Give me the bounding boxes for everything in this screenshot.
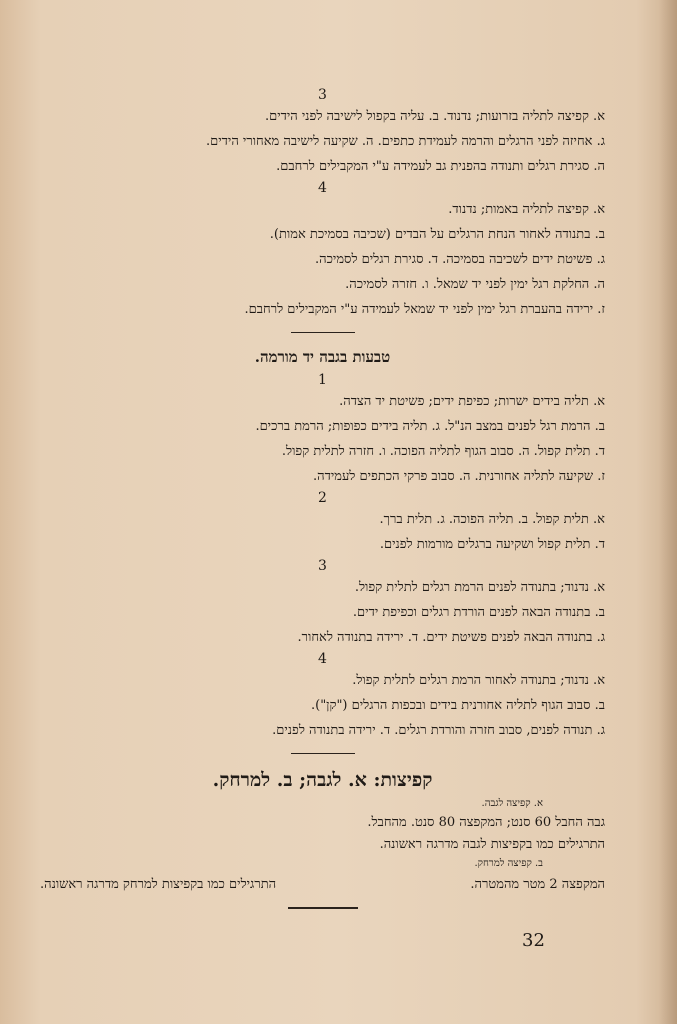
page-content	[40, 86, 605, 919]
page-number: 32	[522, 930, 545, 951]
section-number: 2	[318, 490, 327, 506]
end-divider	[288, 907, 358, 909]
exercise-line: ג. תנודה לפנים, סבוב חזרה והורדת רגלים. ד. ירידה בתנודה לפנים.	[272, 723, 605, 738]
subsection-caption: א. קפיצה לגבה.	[481, 798, 543, 809]
section-number: 3	[318, 87, 327, 103]
exercise-line: ב. בתנודה הבאה לפנים הורדת רגלים וכפיפת ידים.	[352, 605, 605, 620]
exercise-line: ב. סבוב הגוף לתליה אחורנית בידים ובכפות הרגלים ("קן").	[310, 698, 605, 713]
exercise-line: ג. בתנודה הבאה לפנים פשיטת ידים. ד. ירידה בתנודה לאחור.	[297, 630, 605, 645]
exercise-line: ז. שקיעה לתליה אחורנית. ה. סבוב פרקי הכתפים לעמידה.	[312, 469, 605, 484]
page-spine-shadow	[659, 0, 677, 1024]
exercise-line: גבה החבל 60 סנט; המקפצה 80 סנט. מהחבל.	[367, 815, 605, 830]
exercise-line: ב. הרמת רגל לפנים במצב הנ"ל. ג. תליה בידים כפופות; הרמת ברכים.	[255, 419, 605, 434]
exercise-line-split	[40, 872, 605, 897]
exercise-line: א. קפיצה לתליה בזרועות; נדנוד. ב. עליה בקפול לישיבה לפני הידים.	[264, 109, 605, 124]
exercise-line: התרגילים כמו בקפיצות לגבה מדרגה ראשונה.	[379, 837, 605, 852]
exercise-line: ג. פשיטת ידים לשכיבה בסמיכה. ד. סגירת רגלים לסמיכה.	[314, 252, 605, 267]
section-divider	[291, 753, 355, 754]
section-number: 3	[318, 558, 327, 574]
section-number: 4	[318, 180, 327, 196]
section-heading: טבעות בגבה יד מורמה.	[254, 348, 391, 366]
exercise-line: ה. החלקת רגל ימין לפני יד שמאל. ו. חזרה לסמיכה.	[345, 277, 605, 292]
exercise-line: א. תלית קפול. ב. תליה הפוכה. ג. תלית ברך.	[379, 512, 605, 527]
exercise-line: ד. תלית קפול. ה. סבוב הגוף לתליה הפוכה. ו. חזרה לתלית קפול.	[281, 444, 605, 459]
section-divider	[291, 332, 355, 333]
exercise-line: ד. תלית קפול ושקיעה ברגלים מורמות לפנים.	[379, 537, 605, 552]
exercise-line: ז. ירידה בהעברת רגל ימין לפני יד שמאל לעמידה ע"י המקבילים לרחבם.	[244, 302, 605, 317]
exercise-line: ג. אחיזה לפני הרגלים והרמה לעמידת כתפים. ה. שקיעה לישיבה מאחורי הידים.	[206, 134, 605, 149]
exercise-line: א. נדנוד; בתנודה לפנים הרמת רגלים לתלית קפול.	[354, 580, 605, 595]
exercise-line-right: המקפצה 2 מטר מהמטרה.	[470, 877, 605, 892]
section-heading: קפיצות: א. לגבה; ב. למרחק.	[212, 769, 433, 791]
exercise-line: ב. בתנודה לאחור הנחת הרגלים על הבדים (שכיבה בסמיכת אמות).	[269, 227, 605, 242]
exercise-line-left: התרגילים כמו בקפיצות למרחק מדרגה ראשונה.	[40, 877, 277, 892]
section-number: 4	[318, 651, 327, 667]
subsection-caption: ב. קפיצה למרחק.	[474, 858, 543, 869]
exercise-line: א. נדנוד; בתנודה לאחור הרמת רגלים לתלית קפול.	[352, 673, 605, 688]
exercise-line: א. תליה בידים ישרות; כפיפת ידים; פשיטת יד הצדה.	[339, 394, 605, 409]
exercise-line: ה. סגירת רגלים ותנודה בהפנית גב לעמידה ע"י המקבילים לרחבם.	[276, 159, 605, 174]
exercise-line: א. קפיצה לתליה באמות; נדנוד.	[448, 202, 605, 217]
section-number: 1	[318, 372, 327, 388]
